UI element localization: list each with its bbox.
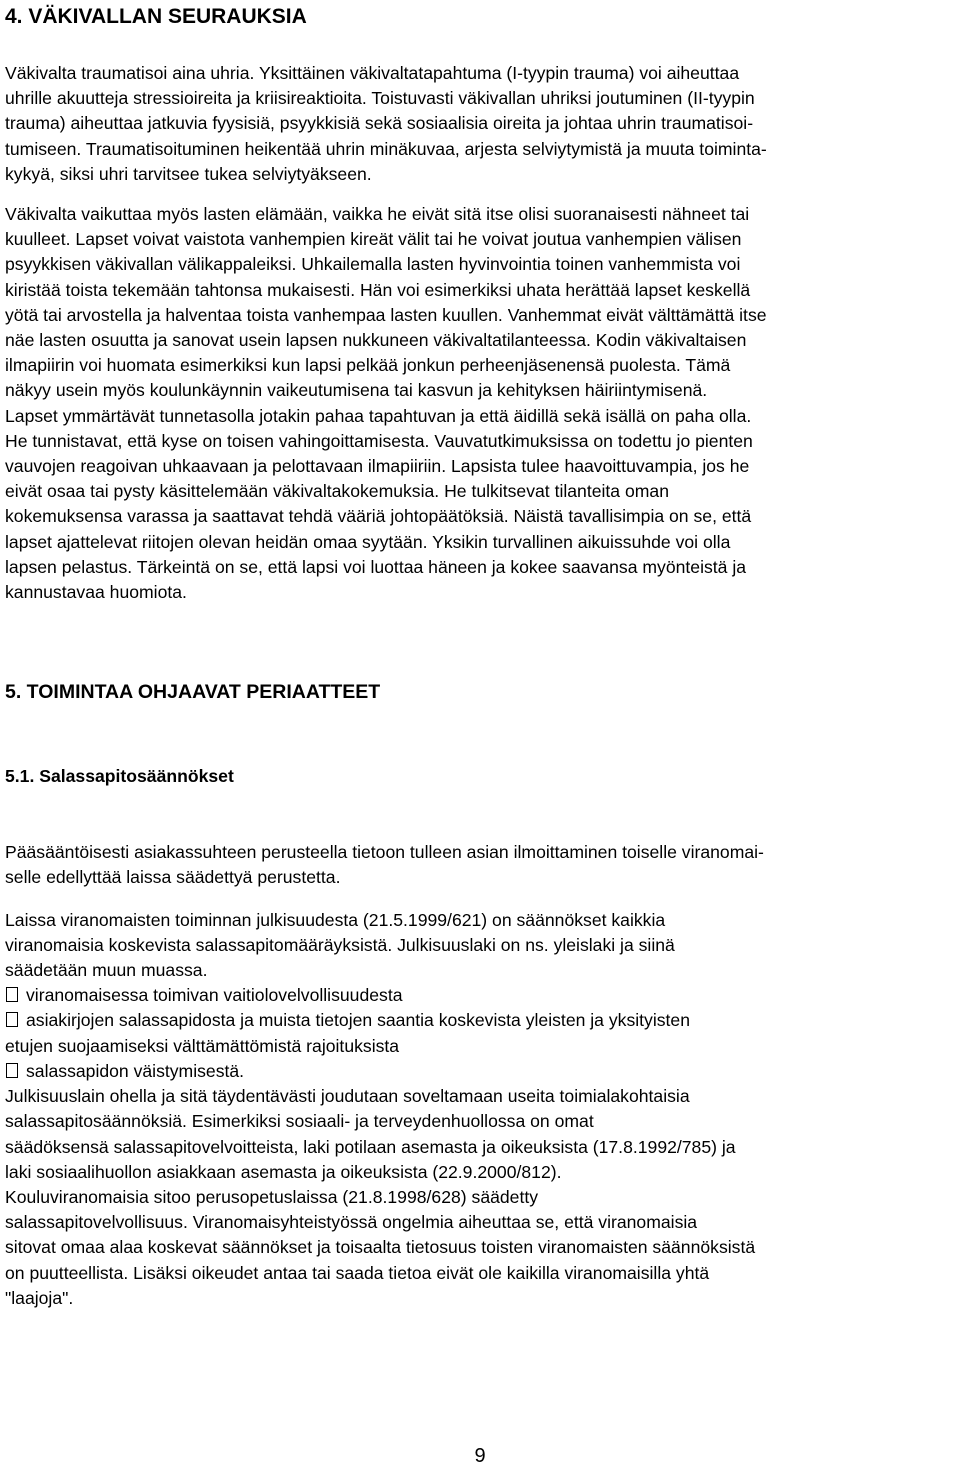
text-line: "laajoja". bbox=[5, 1287, 74, 1308]
text-line: säädetään muun muassa. bbox=[5, 960, 208, 981]
list-item bbox=[5, 1008, 957, 1033]
text-line: tumiseen. Traumatisoituminen heikentää uhrin minäkuvaa, arjesta selviytymistä ja muuta toiminta- bbox=[5, 138, 767, 159]
text-line: Väkivalta traumatisoi aina uhria. Yksittäinen väkivaltatapahtuma (I-tyypin trauma) voi aiheuttaa bbox=[5, 63, 740, 83]
page-number: 9 bbox=[474, 1445, 486, 1467]
text-line: kannustavaa huomiota. bbox=[5, 582, 187, 603]
text-line: sitovat omaa alaa koskevat säännökset ja toisaalta tietosuus toisten viranomaisten säännöksistä bbox=[5, 1237, 756, 1258]
text-line: viranomaisia koskevista salassapitomääräyksistä. Julkisuuslaki on ns. yleislaki ja siinä bbox=[5, 934, 675, 955]
text-line: salassapitosäännöksiä. Esimerkiksi sosiaali- ja terveydenhuollossa on omat bbox=[5, 1111, 594, 1132]
section-5-1-heading: 5.1. Salassapitosäännökset bbox=[5, 766, 234, 787]
section-4-paragraph-1 bbox=[5, 61, 957, 187]
text-line: Laissa viranomaisten toiminnan julkisuudesta (21.5.1999/621) on säännökset kaikkia bbox=[5, 909, 666, 930]
text-line: yötä tai arvostella ja halventaa toista vanhempaa lasten kuullen. Vanhemmat eivät välttämättä itse bbox=[5, 304, 767, 325]
list-item-text: asiakirjojen salassapidosta ja muista tietojen saantia koskevista yleisten ja yksityisten bbox=[26, 1010, 691, 1031]
text-line: Kouluviranomaisia sitoo perusopetuslaissa (21.8.1998/628) säädetty bbox=[5, 1186, 539, 1207]
text-line: vauvojen reagoivan uhkaavaan ja pelottavaan ilmapiiriin. Lapsista tulee haavoittuvampia, jos he bbox=[5, 456, 750, 477]
text-line: kokemuksensa varassa ja saattavat tehdä vääriä johtopäätöksiä. Näistä tavallisimpia on se, että bbox=[5, 506, 752, 527]
text-line: trauma) aiheuttaa jatkuvia fyysisiä, psyykkisiä sekä sosiaalisia oireita ja johtaa uhrin traumatisoi- bbox=[5, 113, 754, 134]
list-item-continuation: etujen suojaamiseksi välttämättömistä rajoituksista bbox=[5, 1035, 400, 1056]
text-line: Väkivalta vaikuttaa myös lasten elämään, vaikka he eivät sitä itse olisi suoranaisesti nähneet tai bbox=[5, 204, 750, 225]
text-line: näe lasten osuutta ja sanovat usein lapsen nukkuneen väkivaltatilanteessa. Kodin väkivaltaisen bbox=[5, 330, 747, 351]
text-line: Lapset ymmärtävät tunnetasolla jotakin pahaa tapahtuvan ja että äidillä sekä isällä on paha olla. bbox=[5, 405, 752, 426]
section-5-paragraph-1 bbox=[5, 840, 957, 890]
text-line: selle edellyttää laissa säädettyä perustetta. bbox=[5, 867, 341, 888]
text-line: He tunnistavat, että kyse on toisen vahingoittamisesta. Vauvatutkimuksissa on todettu jo pienten bbox=[5, 430, 753, 451]
text-line: säädöksensä salassapitovelvoitteista, laki potilaan asemasta ja oikeuksista (17.8.1992/785) ja bbox=[5, 1136, 736, 1157]
section-4-paragraph-2 bbox=[5, 202, 957, 605]
text-line: uhrille akuutteja stressioireita ja kriisireaktioita. Toistuvasti väkivallan uhriksi joutuminen (II-tyypin bbox=[5, 88, 755, 109]
text-line: kykyä, siksi uhri tarvitsee tukea selviytyäkseen. bbox=[5, 163, 372, 184]
section-4-heading: 4. VÄKIVALLAN SEURAUKSIA bbox=[5, 5, 307, 28]
text-line: Pääsääntöisesti asiakassuhteen perusteella tietoon tulleen asian ilmoittaminen toiselle viranomai- bbox=[5, 842, 764, 863]
text-line: ilmapiirin voi huomata esimerkiksi kun lapsi pelkää jonkun perheenjäsenensä puolesta. Tämä bbox=[5, 355, 731, 376]
section-5-paragraph-3 bbox=[5, 1084, 957, 1311]
text-line: lapsen pelastus. Tärkeintä on se, että lapsi voi luottaa häneen ja kokee saavansa myönteistä ja bbox=[5, 556, 747, 577]
text-line: lapset ajattelevat riitojen olevan heidän omaa syytään. Yksikin turvallinen aikuissuhde voi olla bbox=[5, 531, 731, 552]
checkbox-bullet-icon bbox=[6, 987, 18, 1002]
text-line: eivät osaa tai pysty käsittelemään väkivaltakokemuksia. He tulkitsevat tilanteita oman bbox=[5, 481, 669, 502]
text-line: psyykkisen väkivallan välikappaleiksi. Uhkailemalla lasten hyvinvointia toinen vanhemmista voi bbox=[5, 254, 741, 275]
text-line: kuulleet. Lapset voivat vaistota vanhempien kireät välit tai he voivat joutua vanhempien välisen bbox=[5, 229, 742, 250]
text-line: näkyy usein myös koulunkäynnin vaikeutumisena tai kasvun ja kehityksen häiriintymisenä. bbox=[5, 380, 708, 401]
list-item bbox=[5, 1059, 957, 1084]
text-line: Julkisuuslain ohella ja sitä täydentävästi joudutaan soveltamaan useita toimialakohtaisia bbox=[5, 1086, 690, 1107]
checkbox-bullet-icon bbox=[6, 1012, 18, 1027]
text-line: salassapitovelvollisuus. Viranomaisyhteistyössä ongelmia aiheuttaa se, että viranomaisia bbox=[5, 1212, 698, 1233]
list-item bbox=[5, 983, 957, 1008]
section-5-paragraph-2 bbox=[5, 908, 957, 984]
document-page bbox=[5, 0, 957, 1311]
text-line: laki sosiaalihuollon asiakkaan asemasta ja oikeuksista (22.9.2000/812). bbox=[5, 1161, 562, 1182]
checkbox-bullet-icon bbox=[6, 1063, 18, 1078]
section-5-heading: 5. TOIMINTAA OHJAAVAT PERIAATTEET bbox=[5, 681, 381, 704]
text-line: kiristää toista tekemään tahtonsa mukaisesti. Hän voi esimerkiksi uhata herättää lapset keskellä bbox=[5, 279, 751, 300]
bullet-list bbox=[5, 983, 957, 1084]
text-line: on puutteellista. Lisäksi oikeudet antaa tai saada tietoa eivät ole kaikilla viranomaisilla yhtä bbox=[5, 1262, 710, 1283]
list-item-text: salassapidon väistymisestä. bbox=[26, 1060, 245, 1081]
list-item-text: viranomaisessa toimivan vaitiolovelvollisuudesta bbox=[26, 985, 403, 1006]
